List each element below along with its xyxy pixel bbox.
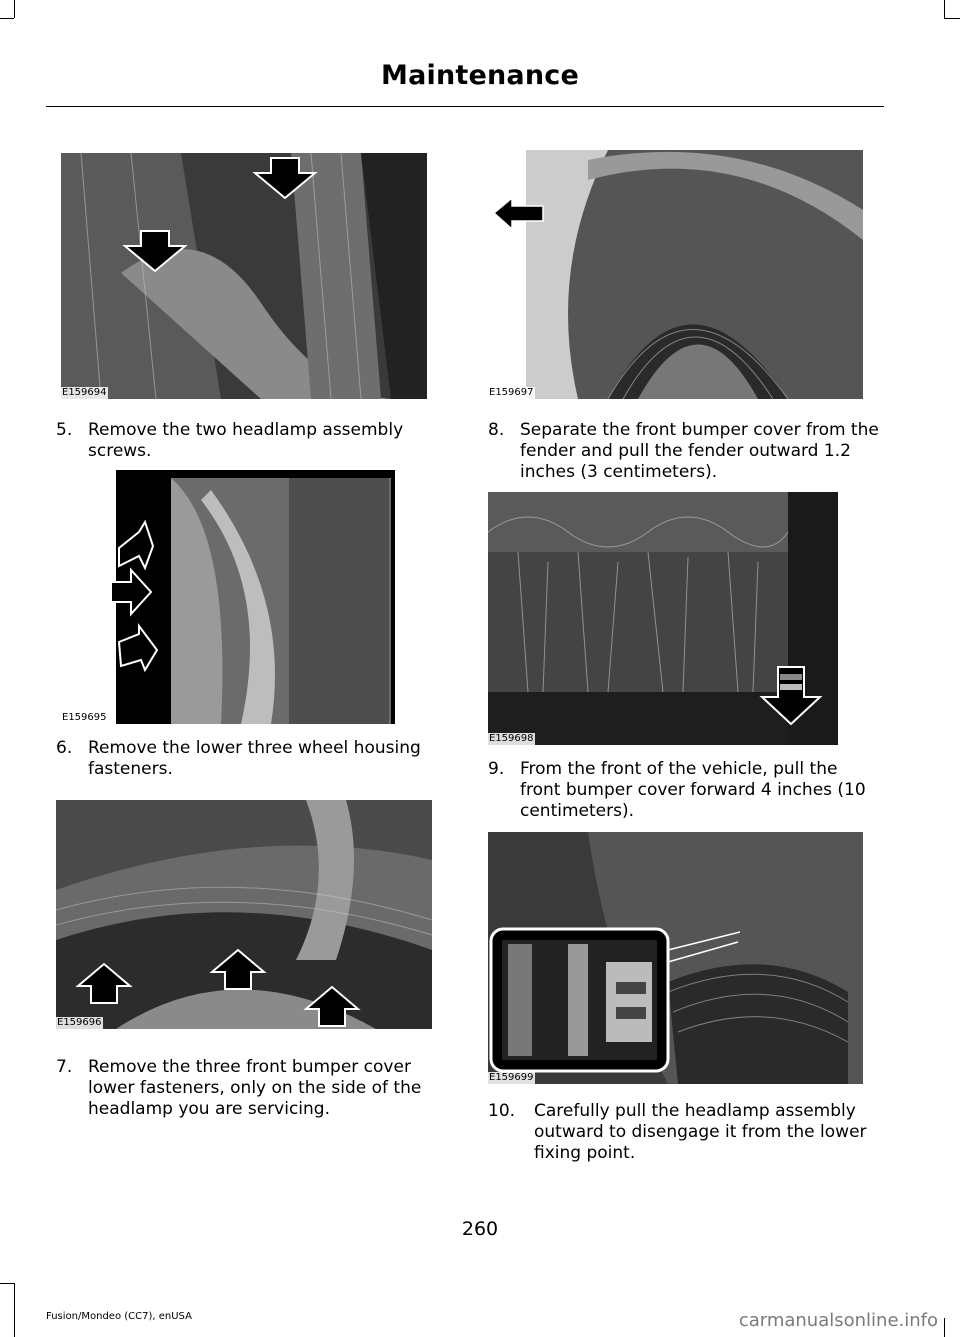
step-number: 10. xyxy=(488,1101,516,1121)
step-number: 8. xyxy=(488,420,505,440)
figure-id: E159696 xyxy=(57,1017,102,1028)
step-number: 7. xyxy=(56,1057,73,1077)
figure-id: E159694 xyxy=(62,387,107,398)
crop-mark xyxy=(944,18,960,19)
step-number: 5. xyxy=(56,420,73,440)
step-5 xyxy=(56,420,446,462)
figure-id: E159697 xyxy=(489,387,534,398)
figure-id: E159699 xyxy=(489,1072,534,1083)
step-9 xyxy=(488,759,878,822)
figure-headlamp-screws-detail xyxy=(61,470,395,724)
step-7 xyxy=(56,1057,448,1120)
step-text: Separate the front bumper cover from the fender and pull the fender outward 1.2 inches (3 centimeters). xyxy=(520,420,879,482)
step-8 xyxy=(488,420,880,483)
step-text: From the front of the vehicle, pull the front bumper cover forward 4 inches (10 centimeters). xyxy=(520,759,866,821)
step-number: 6. xyxy=(56,738,73,758)
step-6 xyxy=(56,738,448,780)
figure-id: E159698 xyxy=(489,733,534,744)
figure-image xyxy=(488,492,838,745)
step-10 xyxy=(488,1101,880,1164)
figure-image xyxy=(61,470,395,724)
step-text: Remove the lower three wheel housing fasteners. xyxy=(88,738,421,779)
crop-mark xyxy=(0,18,14,19)
crop-mark xyxy=(14,1283,15,1337)
step-number: 9. xyxy=(488,759,505,779)
crop-mark xyxy=(944,0,945,18)
header-rule xyxy=(46,106,884,107)
step-text: Remove the three front bumper cover lower fasteners, only on the side of the headlamp you are servicing. xyxy=(88,1057,422,1119)
figure-fender-pull xyxy=(488,492,838,745)
figure-bumper-separation xyxy=(488,150,863,399)
figure-wheel-housing-fasteners xyxy=(56,800,432,1029)
crop-mark xyxy=(14,0,15,18)
step-text: Remove the two headlamp assembly screws. xyxy=(88,420,404,461)
crop-mark xyxy=(944,1318,945,1337)
figure-image xyxy=(488,150,863,399)
watermark: carmanualsonline.info xyxy=(738,1310,938,1331)
page-number: 260 xyxy=(461,1218,499,1240)
crop-mark xyxy=(0,1283,14,1284)
figure-headlamp-screws-overview xyxy=(61,153,427,399)
figure-image xyxy=(488,832,863,1084)
figure-bumper-forward xyxy=(488,832,863,1084)
figure-image xyxy=(61,153,427,399)
figure-image xyxy=(56,800,432,1029)
footer-text: Fusion/Mondeo (CC7), enUSA xyxy=(46,1311,192,1322)
step-text: Carefully pull the headlamp assembly outward to disengage it from the lower fixing point. xyxy=(534,1101,867,1163)
page-title: Maintenance xyxy=(381,60,579,91)
figure-id: E159695 xyxy=(62,712,107,723)
